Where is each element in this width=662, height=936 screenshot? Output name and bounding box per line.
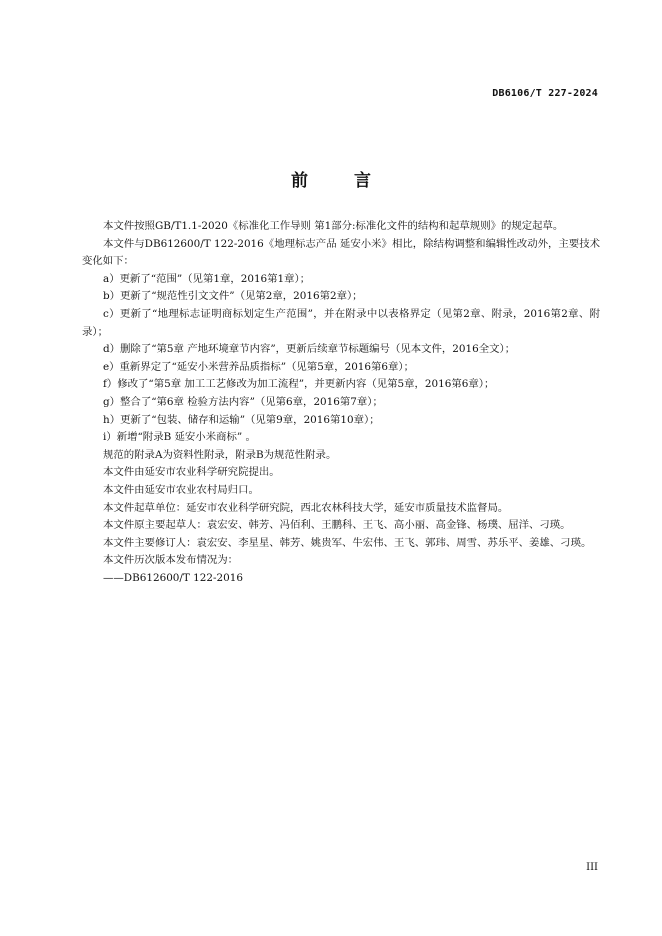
paragraph-original-drafters: 本文件原主要起草人：袁宏安、韩芳、冯佰利、王鹏科、王飞、高小丽、高金锋、杨璞、屈洋、刁瑛。	[103, 519, 571, 532]
paragraph-drafting-basis: 本文件按照GB/T1.1-2020《标准化工作导则 第1部分:标准化文件的结构和起草规则》的规定起草。	[103, 220, 564, 232]
paragraph-revisers: 本文件主要修订人：袁宏安、李星星、韩芳、姚贵军、牛宏伟、王飞、郭玮、周雪、苏乐平、姜雄、刁瑛。	[103, 536, 592, 549]
list-item: d）删除了“第5章 产地环境章节内容”，更新后续章节标题编号（见本文件，2016全文）；	[103, 343, 516, 356]
list-item: h）更新了“包装、储存和运输”（见第9章，2016第10章）；	[103, 413, 380, 426]
document-code: DB6106/T 227-2024	[492, 88, 598, 99]
list-item: f）修改了“第5章 加工工艺修改为加工流程”，并更新内容（见第5章，2016第6章）；	[103, 378, 495, 391]
list-item: b）更新了“规范性引文文件”（见第2章，2016第2章）；	[103, 290, 363, 303]
paragraph-drafting-units: 本文件起草单位：延安市农业科学研究院，西北农林科技大学，延安市质量技术监督局。	[103, 501, 509, 514]
list-item: c）更新了“地理标志证明商标划定生产范围”，并在附录中以表格界定（见第2章、附录，2016第2章、附录）；	[82, 307, 600, 338]
paragraph-previous-version: ——DB612600/T 122-2016	[103, 571, 243, 584]
document-body	[82, 218, 600, 587]
paragraph-changes-intro: 本文件与DB612600/T 122-2016《地理标志产品 延安小米》相比，除结构调整和编辑性改动外，主要技术变化如下：	[82, 237, 600, 268]
list-item: i）新增“附录B 延安小米商标” 。	[103, 431, 256, 444]
page-number: III	[586, 862, 598, 873]
paragraph-proposer: 本文件由延安市农业科学研究院提出。	[103, 466, 280, 479]
paragraph-appendix-note: 规范的附录A为资料性附录，附录B为规范性附录。	[103, 448, 337, 461]
list-item: e）重新界定了“延安小米营养品质指标”（见第5章，2016第6章）；	[103, 360, 415, 373]
paragraph-version-history: 本文件历次版本发布情况为：	[103, 554, 239, 567]
list-item: a）更新了“范围”（见第1章，2016第1章）；	[103, 272, 311, 285]
list-item: g）整合了“第6章 检验方法内容”（见第6章，2016第7章）；	[103, 395, 383, 408]
page-title: 前 言	[291, 171, 391, 191]
paragraph-administrator: 本文件由延安市农业农村局归口。	[103, 483, 259, 496]
